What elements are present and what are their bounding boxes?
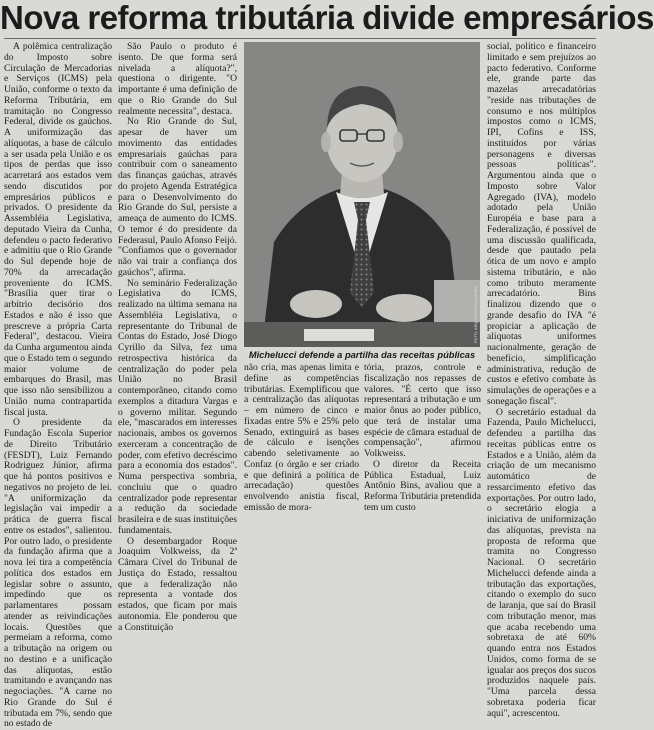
paragraph: O desembargador Roque Joaquim Volkweiss, da 2ª Câmara Cível do Tribunal de Justiça do Estado, ressaltou que a federalização não representa a vontade dos estados, que ficam por mais autonomia. Ele ponderou que a Constituição	[118, 535, 237, 633]
news-photo	[244, 42, 480, 347]
paragraph: No Rio Grande do Sul, apesar de haver um movimento das entidades empresariais gaúchas para contribuir com o saneamento das finanças gaúchas, através do projeto Agenda Estratégica para o Desenvolvimento do Rio Grande do Sul, persiste a ameaça de aumento do ICMS. O temor é do presidente da Federasul, Paulo Afonso Feijó. "Confiamos que o governador não vai trair a confiança dos gaúchos", afirma.	[118, 116, 237, 278]
paragraph: A polêmica centralização do Imposto sobre Circulação de Mercadorias e Serviços (ICMS) pela União, conforme o texto da Reforma Tributária, em tramitação no Congresso Federal, divide os gaúchos. A uniformização das alíquotas, a base de cálculo a ser usada pela União e os tipos de perdas que isso acarretará aos estados vem sendo discutidos por empresários públicos e privados. O presidente da Assembléia Legislativa, deputado Vieira da Cunha, defendeu o pacto federativo e admitiu que o Rio Grande do Sul depende hoje de 70% da arrecadação proveniente do ICMS. "Brasília quer tirar o arbítrio decisório dos Estados e não é isso que prescreve a própria Carta Federal", destacou. Vieira da Cunha argumentou ainda que o Estado tem o segundo maior volume de embarques do Brasil, mas que isso não sensibilizou a União numa contrapartida fiscal justa.	[4, 41, 112, 418]
paragraph: O presidente da Fundação Escola Superior de Direito Tributário (FESDT), Luiz Fernando Rodriguez Júnior, afirma que há pontos positivos e negativos no projeto de lei. "A uniformização da legislação vai impedir a prática de guerra fiscal entre os estados", salientou. Por outro lado, o presidente da fundação afirma que a nova lei tira a competência política dos estados em legislar sobre o assunto, impedindo que os parlamentares possam atender as reivindicações locais. Questões que permeiam a reforma, como a tributação na origem ou no destino e a unificação das alíquotas, estão tramitando e avançando nas negociações. "A carne no Rio Grande do Sul é tributada em 7%, sendo que no estado de	[4, 417, 112, 730]
paragraph: social, político e financeiro limitado e sem prejuízos ao pacto federativo. Conforme ele, grande parte das mazelas arrecadatórias "reside nas tributações de consumo e nos múltiplos impostos como o ICMS, IPI, Cofins e ISS, instituídos por várias personagens e diversas pessoas políticas". Argumentou ainda que o Imposto sobre Valor Agregado (IVA), modelo adotado pela União Européia e base para a Federalização, é possível de uma discussão qualificada, desde que pautado pela ótica de um novo e amplo sistema tributário, e não como tributo meramente arrecadatório. Bins finalizou dizendo que o grande desafio do IVA "é propiciar a aplicação de alíquotas uniformes nacionalmente, geração de benefício, simplificação administrativa, redução de custos e efetivo combate às simulações de operações e a sonegação fiscal".	[487, 41, 596, 407]
article-column-2	[118, 41, 237, 633]
article-column-3	[244, 362, 359, 513]
paragraph: não cria, mas apenas limita e define as competências tributárias. Exemplificou que a centralização das alíquotas – em número de cinco e fixadas entre 5% e 25% pelo Senado, extinguirá as bases de cálculo e isenções cabendo seletivamente ao Confaz (o órgão e ser criado e que definirá a política de arrecadação) questões envolvendo anistia fiscal, emissão de mora-	[244, 362, 359, 513]
portrait-illustration	[244, 42, 480, 347]
photo-credit: FOTO: ARQUIVO/VOLKWEISS	[473, 286, 478, 343]
paragraph: São Paulo o produto é isento. De que forma será nivelada a alíquota?", questiona o dirigente. "O importante é uma definição de que o Rio Grande do Sul realmente necessita", destaca.	[118, 41, 237, 117]
paragraph: tória, prazos, controle e fiscalização nos repasses de valores. "É certo que isso representará a tributação e um maior ônus ao poder público, que terá de instalar uma espécie de câmara estadual de compensação", afirmou Volkweiss.	[364, 362, 481, 459]
article-column-4	[364, 362, 481, 513]
article-column-1	[4, 41, 112, 730]
headline: Nova reforma tributária divide empresários	[0, 0, 654, 36]
paragraph: No seminário Federalização Legislativa do ICMS, realizado na última semana na Assembléia Legislativa, o representante do Tribunal de Contas do Estado, José Diogo Cyrillo da Silva, fez uma retrospectiva histórica da centralização do poder pela União no Brasil contemporâneo, citando como exemplos a ditadura Vargas e o governo militar. Segundo ele, "mascarados em interesses nacionais, ambos os governos exerceram a concentração de poder, com efetivo decréscimo para a economia dos estados". Numa perspectiva sombria, concluiu que o quadro centralizador pode representar a redução da sociedade brasileira e de suas instituições fundamentais.	[118, 277, 237, 536]
paragraph: O secretário estadual da Fazenda, Paulo Michelucci, defendeu a partilha das receitas públicas entre os Estados e a União, além da criação de um mecanismo automático de ressarcimento efetivo das exportações. Por outro lado, o secretário elogia a iniciativa de uniformização das alíquotas, prevista na proposta de reforma que tramita no Congresso Nacional. O secretário Michelucci defende ainda a tributação das exportações, citando o exemplo do suco de laranja, que saí do Brasil com tributação menor, mas que acaba recebendo uma sobretaxa de até 60% quando entra nos Estados Unidos, como forma de se igualar aos preços dos sucos produzidos naquele país. "Uma parcela dessa sobretaxa poderia ficar aqui", acrescentou.	[487, 406, 596, 719]
headline-rule	[4, 38, 596, 39]
photo-caption: Michelucci defende a partilha das receitas públicas	[248, 350, 476, 360]
paragraph: O diretor da Receita Pública Estadual, Luiz Antônio Bins, avaliou que a Reforma Tributária pretendida tem um custo	[364, 458, 481, 513]
article-column-5	[487, 41, 596, 719]
